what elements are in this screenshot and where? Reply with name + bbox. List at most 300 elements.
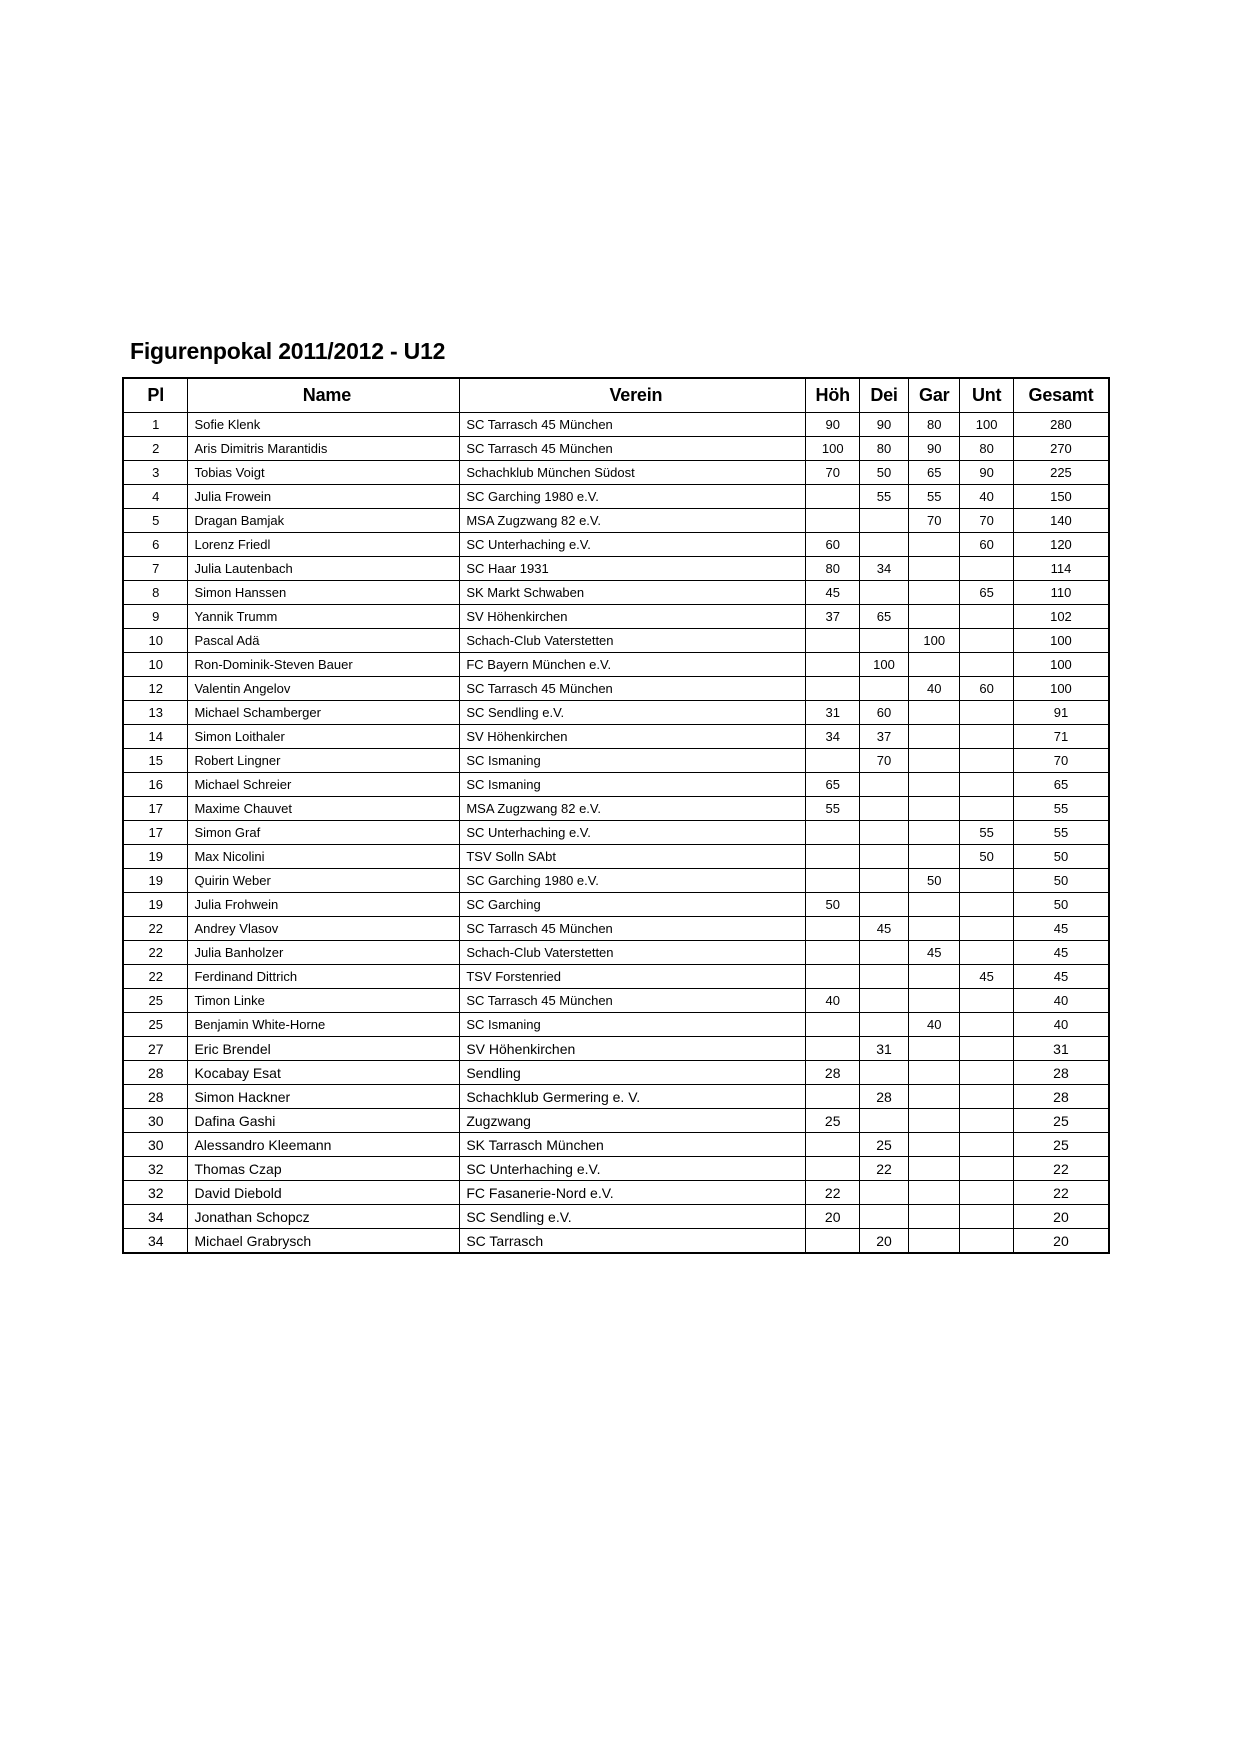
cell-gesamt: 50 <box>1013 845 1109 869</box>
table-row <box>123 1037 1109 1061</box>
table-row <box>123 1085 1109 1109</box>
cell-name: Michael Schreier <box>188 773 460 797</box>
cell-dei <box>859 509 908 533</box>
table-row <box>123 605 1109 629</box>
cell-gesamt: 50 <box>1013 893 1109 917</box>
cell-hoh: 28 <box>806 1061 860 1085</box>
cell-hoh: 37 <box>806 605 860 629</box>
cell-pl: 25 <box>123 989 188 1013</box>
cell-unt: 100 <box>960 413 1014 437</box>
cell-verein: Zugzwang <box>460 1109 806 1133</box>
cell-gar <box>909 653 960 677</box>
cell-dei <box>859 1205 908 1229</box>
cell-name: Kocabay Esat <box>188 1061 460 1085</box>
cell-unt: 40 <box>960 485 1014 509</box>
cell-unt <box>960 773 1014 797</box>
cell-gesamt: 25 <box>1013 1133 1109 1157</box>
cell-gar <box>909 965 960 989</box>
cell-dei <box>859 941 908 965</box>
column-header-unt: Unt <box>960 378 1014 413</box>
cell-dei: 65 <box>859 605 908 629</box>
cell-hoh: 31 <box>806 701 860 725</box>
cell-dei: 80 <box>859 437 908 461</box>
table-row <box>123 1109 1109 1133</box>
cell-gesamt: 100 <box>1013 677 1109 701</box>
cell-pl: 10 <box>123 629 188 653</box>
table-row <box>123 797 1109 821</box>
column-header-hoh: Höh <box>806 378 860 413</box>
cell-gar <box>909 989 960 1013</box>
cell-unt <box>960 869 1014 893</box>
cell-name: Julia Lautenbach <box>188 557 460 581</box>
cell-hoh <box>806 749 860 773</box>
cell-pl: 22 <box>123 917 188 941</box>
cell-verein: SC Tarrasch 45 München <box>460 989 806 1013</box>
cell-gar: 80 <box>909 413 960 437</box>
table-row <box>123 869 1109 893</box>
cell-gar <box>909 893 960 917</box>
cell-gar <box>909 1109 960 1133</box>
cell-verein: SC Tarrasch 45 München <box>460 437 806 461</box>
cell-dei <box>859 869 908 893</box>
cell-verein: SC Garching 1980 e.V. <box>460 869 806 893</box>
table-row <box>123 917 1109 941</box>
cell-pl: 28 <box>123 1085 188 1109</box>
cell-gar <box>909 725 960 749</box>
cell-dei <box>859 1061 908 1085</box>
cell-hoh: 40 <box>806 989 860 1013</box>
cell-gar <box>909 845 960 869</box>
cell-gar: 50 <box>909 869 960 893</box>
column-header-gesamt: Gesamt <box>1013 378 1109 413</box>
cell-dei <box>859 1181 908 1205</box>
cell-verein: SK Markt Schwaben <box>460 581 806 605</box>
cell-pl: 17 <box>123 797 188 821</box>
table-row <box>123 509 1109 533</box>
cell-pl: 28 <box>123 1061 188 1085</box>
table-row <box>123 821 1109 845</box>
cell-unt: 80 <box>960 437 1014 461</box>
cell-name: David Diebold <box>188 1181 460 1205</box>
cell-name: Simon Loithaler <box>188 725 460 749</box>
cell-verein: SC Tarrasch 45 München <box>460 677 806 701</box>
cell-dei: 90 <box>859 413 908 437</box>
cell-gar: 90 <box>909 437 960 461</box>
cell-unt <box>960 557 1014 581</box>
results-table <box>122 377 1110 1254</box>
cell-gesamt: 150 <box>1013 485 1109 509</box>
cell-verein: SC Ismaning <box>460 1013 806 1037</box>
table-header <box>123 378 1109 413</box>
cell-name: Max Nicolini <box>188 845 460 869</box>
cell-gar <box>909 1037 960 1061</box>
table-row <box>123 629 1109 653</box>
cell-gesamt: 28 <box>1013 1085 1109 1109</box>
cell-verein: SC Sendling e.V. <box>460 1205 806 1229</box>
table-row <box>123 485 1109 509</box>
cell-unt <box>960 749 1014 773</box>
cell-gesamt: 225 <box>1013 461 1109 485</box>
cell-unt <box>960 653 1014 677</box>
cell-dei: 37 <box>859 725 908 749</box>
cell-pl: 32 <box>123 1157 188 1181</box>
table-row <box>123 1205 1109 1229</box>
cell-gar <box>909 797 960 821</box>
table-row <box>123 581 1109 605</box>
cell-gar: 40 <box>909 1013 960 1037</box>
cell-unt <box>960 1109 1014 1133</box>
cell-unt: 45 <box>960 965 1014 989</box>
cell-hoh: 60 <box>806 533 860 557</box>
cell-hoh: 20 <box>806 1205 860 1229</box>
cell-dei <box>859 773 908 797</box>
cell-verein: SC Unterhaching e.V. <box>460 1157 806 1181</box>
cell-pl: 16 <box>123 773 188 797</box>
cell-unt <box>960 701 1014 725</box>
cell-name: Eric Brendel <box>188 1037 460 1061</box>
cell-hoh <box>806 509 860 533</box>
cell-dei: 70 <box>859 749 908 773</box>
cell-gar: 65 <box>909 461 960 485</box>
cell-hoh <box>806 917 860 941</box>
cell-name: Julia Frowein <box>188 485 460 509</box>
cell-dei: 45 <box>859 917 908 941</box>
cell-hoh: 34 <box>806 725 860 749</box>
cell-name: Michael Schamberger <box>188 701 460 725</box>
cell-name: Thomas Czap <box>188 1157 460 1181</box>
cell-gesamt: 55 <box>1013 821 1109 845</box>
cell-gesamt: 22 <box>1013 1181 1109 1205</box>
cell-name: Julia Frohwein <box>188 893 460 917</box>
cell-dei: 22 <box>859 1157 908 1181</box>
column-header-pl: Pl <box>123 378 188 413</box>
cell-gar <box>909 749 960 773</box>
cell-gar: 55 <box>909 485 960 509</box>
cell-unt <box>960 605 1014 629</box>
cell-verein: SC Unterhaching e.V. <box>460 821 806 845</box>
cell-gesamt: 120 <box>1013 533 1109 557</box>
cell-unt: 60 <box>960 677 1014 701</box>
cell-hoh: 80 <box>806 557 860 581</box>
table-row <box>123 461 1109 485</box>
cell-unt <box>960 1205 1014 1229</box>
cell-unt: 70 <box>960 509 1014 533</box>
table-row <box>123 725 1109 749</box>
cell-verein: FC Bayern München e.V. <box>460 653 806 677</box>
cell-gesamt: 25 <box>1013 1109 1109 1133</box>
cell-name: Ferdinand Dittrich <box>188 965 460 989</box>
cell-verein: SC Tarrasch 45 München <box>460 413 806 437</box>
column-header-name: Name <box>188 378 460 413</box>
cell-name: Jonathan Schopcz <box>188 1205 460 1229</box>
cell-name: Sofie Klenk <box>188 413 460 437</box>
cell-unt <box>960 797 1014 821</box>
cell-hoh: 22 <box>806 1181 860 1205</box>
cell-name: Yannik Trumm <box>188 605 460 629</box>
cell-gesamt: 91 <box>1013 701 1109 725</box>
cell-pl: 1 <box>123 413 188 437</box>
cell-pl: 4 <box>123 485 188 509</box>
table-row <box>123 1013 1109 1037</box>
cell-gar <box>909 533 960 557</box>
cell-dei: 20 <box>859 1229 908 1254</box>
cell-pl: 19 <box>123 869 188 893</box>
cell-hoh: 45 <box>806 581 860 605</box>
cell-gesamt: 45 <box>1013 917 1109 941</box>
table-row <box>123 437 1109 461</box>
cell-gar <box>909 1061 960 1085</box>
table-row <box>123 1133 1109 1157</box>
cell-dei: 28 <box>859 1085 908 1109</box>
cell-unt <box>960 629 1014 653</box>
cell-hoh <box>806 1013 860 1037</box>
cell-verein: SC Garching 1980 e.V. <box>460 485 806 509</box>
cell-dei: 55 <box>859 485 908 509</box>
cell-dei <box>859 989 908 1013</box>
table-row <box>123 941 1109 965</box>
cell-pl: 2 <box>123 437 188 461</box>
cell-gesamt: 20 <box>1013 1229 1109 1254</box>
cell-hoh <box>806 965 860 989</box>
cell-pl: 6 <box>123 533 188 557</box>
cell-pl: 25 <box>123 1013 188 1037</box>
cell-gesamt: 100 <box>1013 629 1109 653</box>
cell-verein: SV Höhenkirchen <box>460 605 806 629</box>
cell-verein: SC Ismaning <box>460 749 806 773</box>
cell-hoh <box>806 485 860 509</box>
cell-pl: 13 <box>123 701 188 725</box>
cell-pl: 10 <box>123 653 188 677</box>
cell-pl: 7 <box>123 557 188 581</box>
cell-unt: 55 <box>960 821 1014 845</box>
cell-name: Simon Hanssen <box>188 581 460 605</box>
table-row <box>123 1061 1109 1085</box>
cell-unt: 50 <box>960 845 1014 869</box>
cell-gar <box>909 1133 960 1157</box>
cell-name: Pascal Adä <box>188 629 460 653</box>
cell-verein: SC Haar 1931 <box>460 557 806 581</box>
table-header-row <box>123 378 1109 413</box>
cell-unt <box>960 1013 1014 1037</box>
table-row <box>123 653 1109 677</box>
cell-gar <box>909 581 960 605</box>
cell-dei: 50 <box>859 461 908 485</box>
cell-hoh <box>806 1133 860 1157</box>
cell-gesamt: 114 <box>1013 557 1109 581</box>
cell-pl: 22 <box>123 965 188 989</box>
cell-unt <box>960 941 1014 965</box>
cell-verein: SC Unterhaching e.V. <box>460 533 806 557</box>
cell-name: Benjamin White-Horne <box>188 1013 460 1037</box>
cell-name: Aris Dimitris Marantidis <box>188 437 460 461</box>
cell-unt <box>960 1085 1014 1109</box>
cell-hoh <box>806 1229 860 1254</box>
cell-pl: 15 <box>123 749 188 773</box>
cell-unt <box>960 1061 1014 1085</box>
cell-pl: 19 <box>123 893 188 917</box>
cell-hoh: 90 <box>806 413 860 437</box>
column-header-gar: Gar <box>909 378 960 413</box>
cell-dei <box>859 965 908 989</box>
table-row <box>123 1229 1109 1254</box>
table-row <box>123 965 1109 989</box>
cell-name: Simon Graf <box>188 821 460 845</box>
cell-dei <box>859 677 908 701</box>
cell-gesamt: 140 <box>1013 509 1109 533</box>
cell-unt: 65 <box>960 581 1014 605</box>
cell-gar <box>909 605 960 629</box>
cell-name: Valentin Angelov <box>188 677 460 701</box>
cell-dei <box>859 797 908 821</box>
table-row <box>123 773 1109 797</box>
cell-name: Ron-Dominik-Steven Bauer <box>188 653 460 677</box>
cell-verein: Schach-Club Vaterstetten <box>460 629 806 653</box>
cell-hoh <box>806 653 860 677</box>
table-row <box>123 749 1109 773</box>
cell-gar: 70 <box>909 509 960 533</box>
cell-hoh <box>806 629 860 653</box>
cell-gar: 40 <box>909 677 960 701</box>
cell-gesamt: 45 <box>1013 941 1109 965</box>
cell-gesamt: 45 <box>1013 965 1109 989</box>
cell-hoh <box>806 821 860 845</box>
cell-hoh <box>806 1157 860 1181</box>
cell-pl: 14 <box>123 725 188 749</box>
cell-name: Michael Grabrysch <box>188 1229 460 1254</box>
cell-verein: SV Höhenkirchen <box>460 725 806 749</box>
cell-hoh: 50 <box>806 893 860 917</box>
cell-name: Julia Banholzer <box>188 941 460 965</box>
cell-unt <box>960 1133 1014 1157</box>
cell-dei <box>859 1013 908 1037</box>
cell-name: Andrey Vlasov <box>188 917 460 941</box>
cell-unt <box>960 725 1014 749</box>
cell-hoh <box>806 1037 860 1061</box>
cell-dei: 31 <box>859 1037 908 1061</box>
cell-pl: 27 <box>123 1037 188 1061</box>
cell-name: Tobias Voigt <box>188 461 460 485</box>
cell-verein: SC Ismaning <box>460 773 806 797</box>
cell-gesamt: 20 <box>1013 1205 1109 1229</box>
cell-gesamt: 50 <box>1013 869 1109 893</box>
cell-name: Simon Hackner <box>188 1085 460 1109</box>
table-row <box>123 413 1109 437</box>
cell-gesamt: 31 <box>1013 1037 1109 1061</box>
cell-verein: SC Sendling e.V. <box>460 701 806 725</box>
cell-gar <box>909 773 960 797</box>
cell-name: Lorenz Friedl <box>188 533 460 557</box>
cell-pl: 32 <box>123 1181 188 1205</box>
cell-gesamt: 270 <box>1013 437 1109 461</box>
cell-pl: 9 <box>123 605 188 629</box>
cell-hoh: 70 <box>806 461 860 485</box>
cell-unt <box>960 893 1014 917</box>
cell-gar <box>909 1205 960 1229</box>
cell-name: Alessandro Kleemann <box>188 1133 460 1157</box>
cell-dei <box>859 893 908 917</box>
cell-pl: 17 <box>123 821 188 845</box>
cell-hoh: 25 <box>806 1109 860 1133</box>
cell-gesamt: 55 <box>1013 797 1109 821</box>
cell-verein: TSV Solln SAbt <box>460 845 806 869</box>
cell-hoh: 65 <box>806 773 860 797</box>
cell-gesamt: 40 <box>1013 989 1109 1013</box>
cell-dei <box>859 581 908 605</box>
cell-verein: Schach-Club Vaterstetten <box>460 941 806 965</box>
cell-hoh <box>806 845 860 869</box>
cell-gar <box>909 1085 960 1109</box>
cell-name: Maxime Chauvet <box>188 797 460 821</box>
table-row <box>123 1157 1109 1181</box>
cell-pl: 8 <box>123 581 188 605</box>
cell-gesamt: 280 <box>1013 413 1109 437</box>
page-title: Figurenpokal 2011/2012 - U12 <box>130 338 446 364</box>
cell-gar <box>909 701 960 725</box>
cell-gesamt: 71 <box>1013 725 1109 749</box>
table-row <box>123 845 1109 869</box>
cell-verein: TSV Forstenried <box>460 965 806 989</box>
cell-verein: MSA Zugzwang 82 e.V. <box>460 797 806 821</box>
cell-gesamt: 28 <box>1013 1061 1109 1085</box>
cell-gar <box>909 917 960 941</box>
table-row <box>123 533 1109 557</box>
cell-gesamt: 110 <box>1013 581 1109 605</box>
cell-unt: 60 <box>960 533 1014 557</box>
cell-pl: 3 <box>123 461 188 485</box>
cell-name: Timon Linke <box>188 989 460 1013</box>
table-body <box>123 413 1109 1254</box>
cell-hoh <box>806 869 860 893</box>
cell-pl: 22 <box>123 941 188 965</box>
cell-unt <box>960 1181 1014 1205</box>
cell-gesamt: 65 <box>1013 773 1109 797</box>
cell-name: Quirin Weber <box>188 869 460 893</box>
cell-pl: 30 <box>123 1133 188 1157</box>
cell-pl: 12 <box>123 677 188 701</box>
results-table-container <box>122 377 1110 1254</box>
cell-name: Dragan Bamjak <box>188 509 460 533</box>
table-row <box>123 1181 1109 1205</box>
cell-pl: 19 <box>123 845 188 869</box>
cell-dei <box>859 1109 908 1133</box>
cell-hoh: 100 <box>806 437 860 461</box>
table-row <box>123 893 1109 917</box>
cell-dei <box>859 821 908 845</box>
cell-gar <box>909 1157 960 1181</box>
cell-gar <box>909 1181 960 1205</box>
cell-gesamt: 22 <box>1013 1157 1109 1181</box>
cell-dei: 34 <box>859 557 908 581</box>
cell-hoh <box>806 1085 860 1109</box>
cell-unt <box>960 1157 1014 1181</box>
cell-verein: Schachklub Germering e. V. <box>460 1085 806 1109</box>
cell-verein: FC Fasanerie-Nord e.V. <box>460 1181 806 1205</box>
cell-hoh <box>806 677 860 701</box>
cell-name: Dafina Gashi <box>188 1109 460 1133</box>
cell-verein: SC Tarrasch <box>460 1229 806 1254</box>
cell-verein: SC Garching <box>460 893 806 917</box>
cell-dei <box>859 845 908 869</box>
cell-pl: 30 <box>123 1109 188 1133</box>
cell-gar: 100 <box>909 629 960 653</box>
cell-verein: SC Tarrasch 45 München <box>460 917 806 941</box>
cell-gesamt: 40 <box>1013 1013 1109 1037</box>
cell-dei <box>859 629 908 653</box>
table-row <box>123 701 1109 725</box>
column-header-dei: Dei <box>859 378 908 413</box>
cell-gar: 45 <box>909 941 960 965</box>
cell-verein: MSA Zugzwang 82 e.V. <box>460 509 806 533</box>
